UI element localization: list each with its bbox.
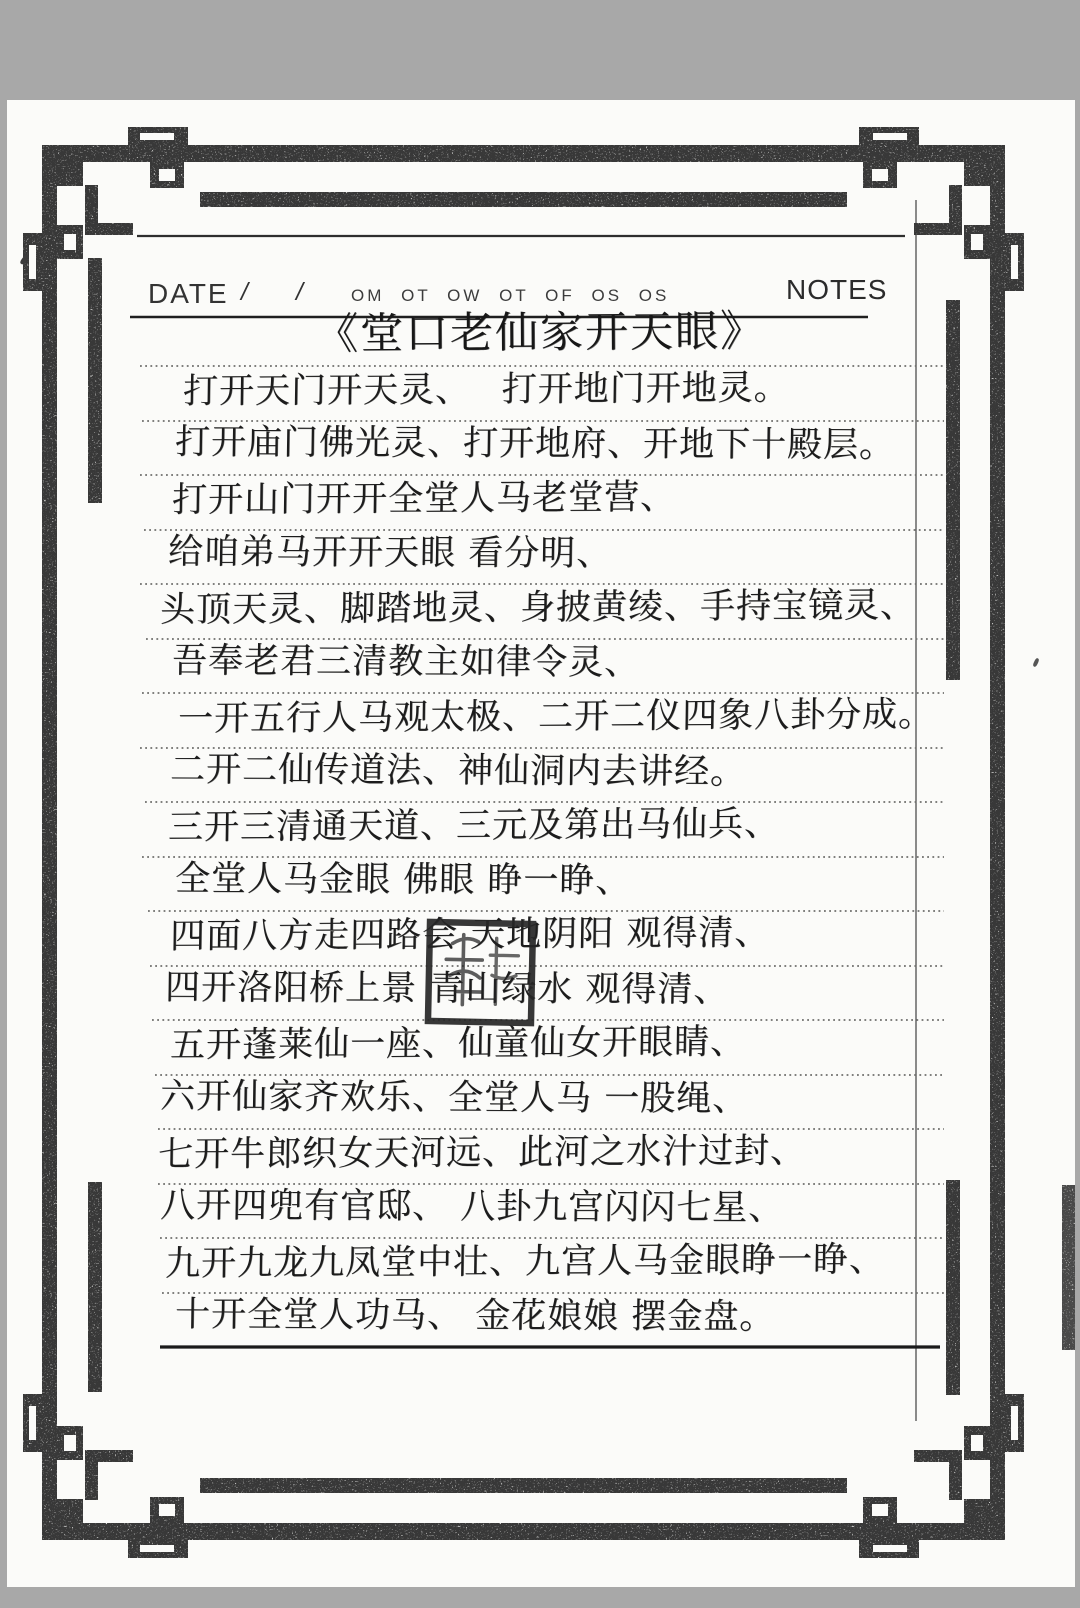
handwritten-line: 八开四兜有官邸、 八卦九宫闪闪七星、 <box>159 1185 785 1229</box>
handwritten-line: 头顶天灵、脚踏地灵、身披黄绫、手持宝镜灵、 <box>159 585 917 631</box>
header-codes: OM OT OW OT OF OS OS <box>351 286 670 305</box>
handwritten-line: 四面八方走四路会 天地阴阳 观得清、 <box>169 913 771 957</box>
date-slash: / <box>296 278 303 306</box>
handwritten-line: 全堂人马金眼 佛眼 睁一睁、 <box>174 859 632 901</box>
notes-label: NOTES <box>786 274 888 305</box>
handwritten-line: 七开牛郎织女天河远、此河之水汁过封、 <box>157 1131 807 1175</box>
handwritten-line: 四开洛阳桥上景 青山绿水 观得清、 <box>164 967 730 1011</box>
handwritten-line: 六开仙家齐欢乐、全堂人马 一股绳、 <box>159 1076 749 1120</box>
handwritten-line: 五开蓬莱仙一座、仙童仙女开眼睛、 <box>169 1022 747 1066</box>
handwritten-line: 九开九龙九凤堂中壮、九宫人马金眼睁一睁、 <box>164 1239 886 1285</box>
date-label: DATE <box>148 278 229 309</box>
handwritten-line: 打开山门开开全堂人马老堂营、 <box>171 477 677 521</box>
handwritten-line: 吾奉老君三清教主如律令灵、 <box>171 640 641 684</box>
date-slash: / <box>241 278 248 306</box>
page-title: 《堂口老仙家开天眼》 <box>314 306 766 360</box>
handwritten-line: 三开三清通天道、三元及第出马仙兵、 <box>167 804 781 848</box>
handwritten-line: 打开天门开天灵、 打开地门开地灵。 <box>182 368 790 412</box>
handwritten-line: 给咱弟马开开天眼 看分明、 <box>167 532 613 574</box>
handwritten-line: 打开庙门佛光灵、打开地府、开地下十殿层。 <box>174 422 896 466</box>
handwritten-line: 二开二仙传道法、神仙洞内去讲经。 <box>169 749 747 793</box>
handwritten-line: 十开全堂人功马、 金花娘娘 摆金盘。 <box>174 1294 776 1338</box>
handwritten-line: 一开五行人马观太极、二开二仪四象八卦分成。 <box>177 694 935 740</box>
